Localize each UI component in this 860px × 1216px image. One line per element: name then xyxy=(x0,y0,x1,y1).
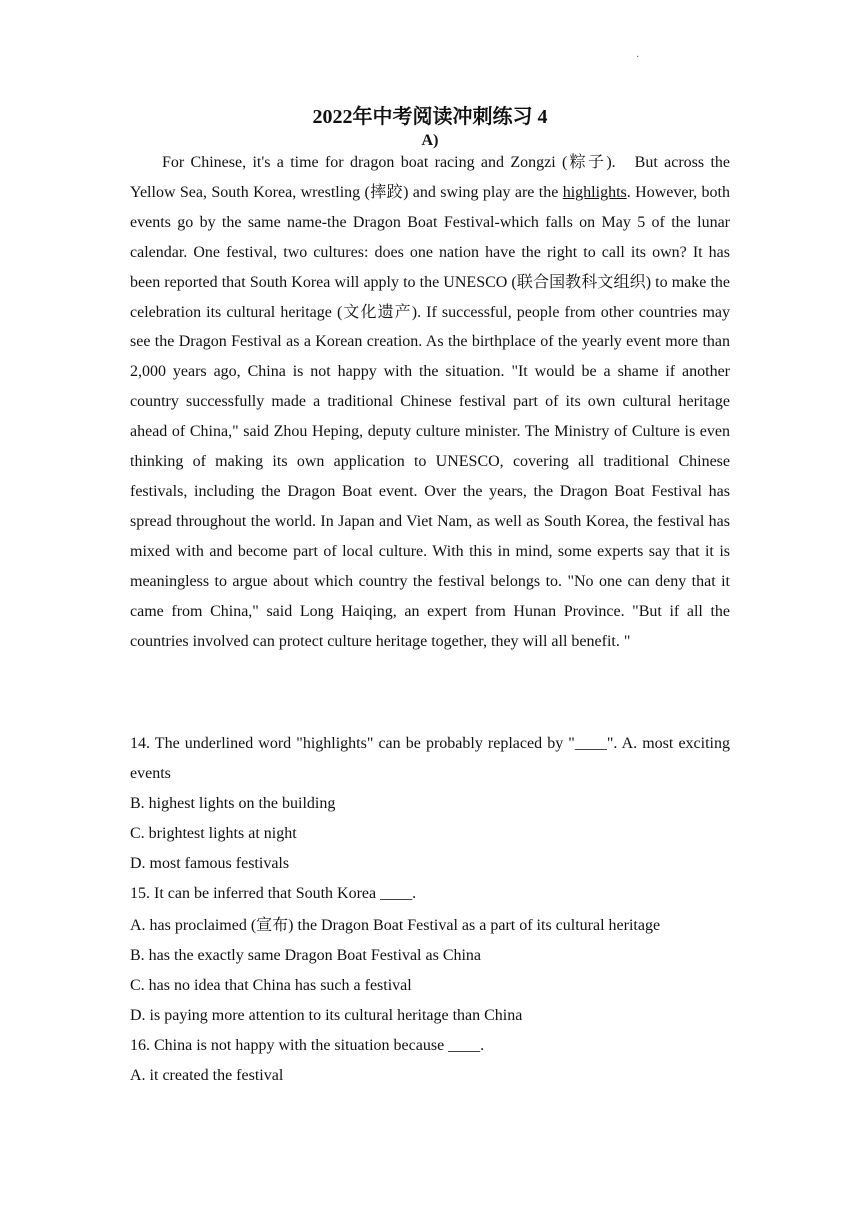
question-16-option-a: A. it created the festival xyxy=(130,1067,284,1084)
question-15-option-c: C. has no idea that China has such a festival xyxy=(130,977,412,994)
page-title: 2022年中考阅读冲刺练习 4 xyxy=(312,106,548,128)
passage-text-2: . However, both events go by the same name-the Dragon Boat Festival-which falls on May 5 of the lunar calendar. One festival, two cultures: does one nation have the right to call its own? It has been reported that South Korea will apply to the UNESCO (联合国教科文组织) to make the celebration its cultural heritage (文化遗产). If successful, people from other countries may see the Dragon Festival as a Korean creation. As the birthplace of the yearly event more than 2,000 years ago, China is not happy with the situation. "It would be a shame if another country successfully made a traditional Chinese festival part of its own cultural heritage ahead of China," said Zhou Heping, deputy culture minister. The Ministry of Culture is even thinking of making its own application to UNESCO, covering all traditional Chinese festivals, including the Dragon Boat event. Over the years, the Dragon Boat Festival has spread throughout the world. In Japan and Viet Nam, as well as South Korea, the festival has mixed with and become part of local culture. With this in mind, some experts say that it is meaningless to argue about which country the festival belongs to. "No one can deny that it came from China," said Long Haiqing, an expert from Hunan Province. "But if all the countries involved can protect culture heritage together, they will all benefit. " xyxy=(130,183,730,650)
header-mark: · xyxy=(636,52,640,63)
section-label: A) xyxy=(421,132,439,149)
reading-passage xyxy=(130,148,730,656)
passage-text-1: For Chinese, it's a time for dragon boat racing and Zongzi (粽子). But across the Yellow Sea, South Korea, wrestling (摔跤) and swing play are the xyxy=(130,154,730,201)
question-16-stem: 16. China is not happy with the situation because ____. xyxy=(130,1037,485,1054)
question-14-option-c: C. brightest lights at night xyxy=(130,825,297,842)
question-15-option-d: D. is paying more attention to its cultural heritage than China xyxy=(130,1007,523,1024)
question-14-option-d: D. most famous festivals xyxy=(130,855,290,872)
question-14-stem: 14. The underlined word "highlights" can be probably replaced by "____". A. most exciting events xyxy=(130,735,730,782)
question-15-stem: 15. It can be inferred that South Korea ____. xyxy=(130,885,417,902)
question-list xyxy=(130,729,730,1091)
question-14-option-b: B. highest lights on the building xyxy=(130,795,336,812)
highlighted-word: highlights xyxy=(562,183,627,201)
question-15-option-a: A. has proclaimed (宣布) the Dragon Boat Festival as a part of its cultural heritage xyxy=(130,917,661,934)
question-15-option-b: B. has the exactly same Dragon Boat Festival as China xyxy=(130,947,482,964)
